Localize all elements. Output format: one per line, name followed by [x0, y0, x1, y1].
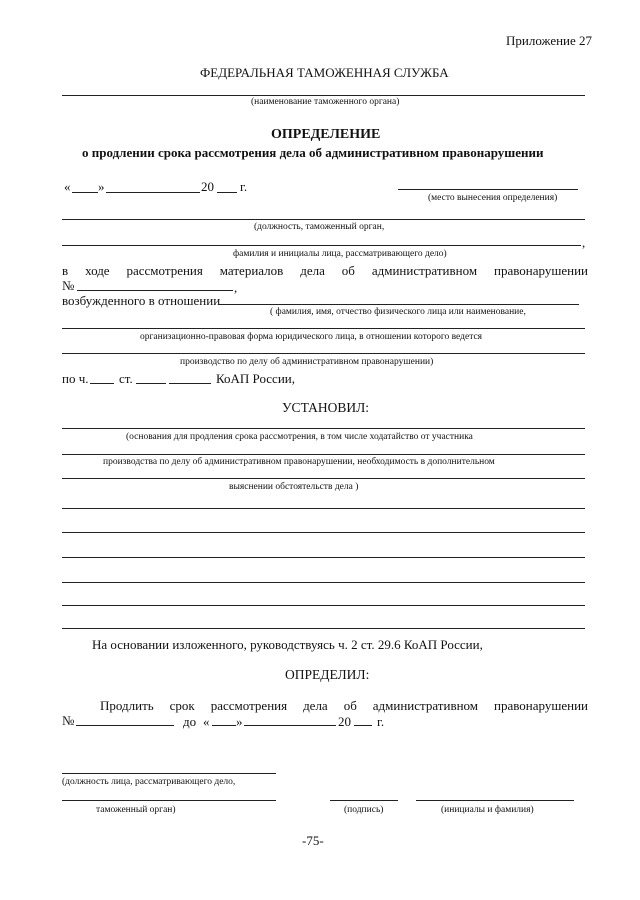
decided-close-quote: » — [236, 714, 243, 729]
established-line-8[interactable] — [62, 605, 585, 606]
decided-word: срок — [169, 698, 195, 713]
until-label: до — [183, 714, 197, 729]
initiated-against-label: возбужденного в отношении — [62, 293, 221, 308]
decided-year-prefix: 20 — [338, 714, 351, 729]
initials-caption: (инициалы и фамилия) — [441, 805, 534, 815]
place-field[interactable] — [398, 189, 578, 190]
official-line-1[interactable] — [62, 219, 585, 220]
established-heading: УСТАНОВИЛ: — [282, 400, 370, 415]
case-word: ходе — [85, 263, 110, 278]
agency-line[interactable] — [62, 95, 585, 96]
decided-line — [100, 699, 588, 712]
year-suffix: г. — [240, 179, 248, 194]
established-line-4[interactable] — [62, 508, 585, 509]
sign-caption: (подпись) — [344, 805, 384, 815]
case-number-comma: , — [234, 280, 238, 295]
decided-number-field[interactable] — [76, 725, 174, 726]
case-number-sign: № — [62, 278, 75, 293]
decided-word: административном — [372, 698, 479, 713]
date-open-quote: « — [64, 179, 71, 194]
decided-open-quote: « — [203, 714, 210, 729]
case-word: рассмотрения — [126, 263, 203, 278]
established-caption-3: выяснении обстоятельств дела ) — [229, 482, 359, 492]
decided-word: дела — [303, 698, 328, 713]
customs-caption: таможенный орган) — [96, 805, 176, 815]
agency-caption: (наименование таможенного органа) — [251, 97, 400, 107]
person-caption: ( фамилия, имя, отчество физического лица или наименование, — [270, 307, 526, 317]
case-word: административном — [371, 263, 478, 278]
official-line-2[interactable] — [62, 245, 581, 246]
position-caption: (должность лица, рассматривающего дело, — [62, 777, 236, 787]
article-field[interactable] — [136, 383, 166, 384]
case-word: дела — [300, 263, 325, 278]
decided-number-sign: № — [62, 713, 75, 728]
decided-word: об — [343, 698, 357, 713]
year-field[interactable] — [217, 192, 237, 193]
part-field[interactable] — [90, 383, 114, 384]
article-field-2[interactable] — [169, 383, 211, 384]
basis-text: На основании изложенного, руководствуясь ч. 2 ст. 29.6 КоАП России, — [92, 637, 483, 652]
established-line-7[interactable] — [62, 582, 585, 583]
decided-heading: ОПРЕДЕЛИЛ: — [285, 667, 370, 682]
decided-month-field[interactable] — [244, 725, 336, 726]
person-line-2[interactable] — [62, 328, 585, 329]
official-caption-1: (должность, таможенный орган, — [254, 222, 385, 232]
part-label: по ч. — [62, 371, 89, 386]
established-line-1[interactable] — [62, 428, 585, 429]
established-caption-2: производства по делу об административном правонарушении, необходимость в дополнительном — [103, 457, 495, 467]
established-line-3[interactable] — [62, 478, 585, 479]
official-comma: , — [582, 235, 586, 250]
established-caption-1: (основания для продления срока рассмотрения, в том числе ходатайство от участника — [126, 432, 473, 442]
case-word: правонарушении — [494, 263, 588, 278]
date-close-quote: » — [98, 179, 105, 194]
person-line-3[interactable] — [62, 353, 585, 354]
established-line-9[interactable] — [62, 628, 585, 629]
day-field[interactable] — [72, 192, 98, 193]
case-word: об — [341, 263, 355, 278]
document-subtitle: о продлении срока рассмотрения дела об административном правонарушении — [82, 145, 544, 160]
month-field[interactable] — [106, 192, 200, 193]
article-label: ст. — [119, 371, 133, 386]
case-word: материалов — [219, 263, 284, 278]
page-number: -75- — [302, 833, 324, 848]
decided-year-field[interactable] — [354, 725, 372, 726]
place-caption: (место вынесения определения) — [428, 193, 558, 203]
document-title: ОПРЕДЕЛЕНИЕ — [271, 127, 381, 142]
established-line-2[interactable] — [62, 454, 585, 455]
agency-name: ФЕДЕРАЛЬНАЯ ТАМОЖЕННАЯ СЛУЖБА — [200, 65, 449, 80]
official-caption-2: фамилия и инициалы лица, рассматривающего дело) — [233, 249, 447, 259]
appendix-label: Приложение 27 — [506, 33, 593, 48]
year-prefix: 20 — [201, 179, 214, 194]
decided-word: правонарушении — [494, 698, 588, 713]
person-field[interactable] — [219, 304, 579, 305]
signature-field[interactable] — [330, 800, 398, 801]
org-caption: организационно-правовая форма юридического лица, в отношении которого ведется — [140, 332, 483, 342]
established-line-5[interactable] — [62, 532, 585, 533]
case-number-field[interactable] — [77, 290, 233, 291]
position-field[interactable] — [62, 773, 276, 774]
customs-field[interactable] — [62, 800, 276, 801]
established-line-6[interactable] — [62, 557, 585, 558]
initials-field[interactable] — [416, 800, 574, 801]
decided-day-field[interactable] — [212, 725, 236, 726]
decided-year-suffix: г. — [377, 714, 385, 729]
decided-word: Продлить — [100, 698, 154, 713]
proceeding-caption: производство по делу об административном правонарушении) — [180, 357, 434, 367]
decided-word: рассмотрения — [210, 698, 288, 713]
code-label: КоАП России, — [216, 371, 295, 386]
case-intro-line — [62, 264, 588, 277]
case-word: в — [62, 263, 69, 278]
